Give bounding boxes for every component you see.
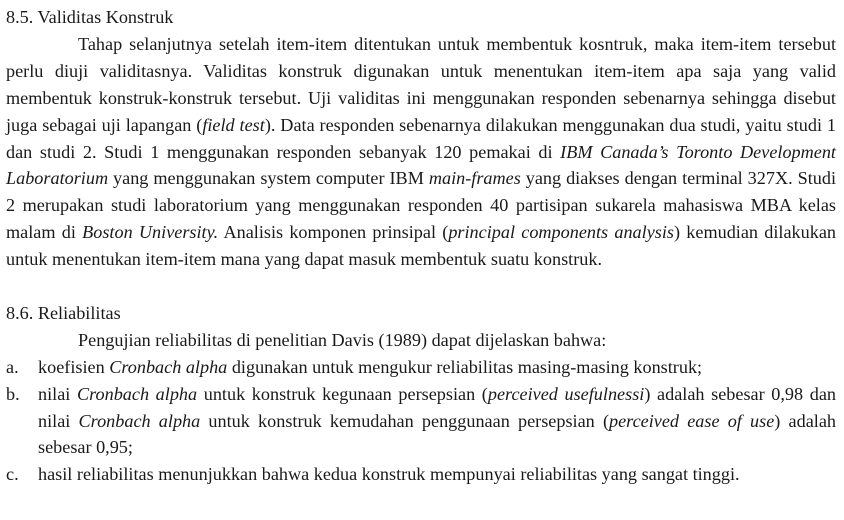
list-item-text bbox=[38, 381, 836, 462]
italic-term-cronbach-alpha: Cronbach alpha bbox=[109, 356, 228, 377]
list-item-text bbox=[38, 461, 836, 488]
list-item bbox=[6, 354, 836, 381]
italic-term-cronbach-alpha: Cronbach alpha bbox=[76, 383, 198, 404]
section-heading-reliabilitas: 8.6. Reliabilitas bbox=[6, 302, 121, 323]
italic-term-boston-university: Boston University. bbox=[82, 222, 219, 243]
text-run: hasil reliabilitas menunjukkan bahwa kedua konstruk mempunyai reliabilitas yang sangat tinggi. bbox=[38, 464, 740, 485]
list-item bbox=[6, 381, 836, 462]
italic-term-perceived-usefulness: perceived usefulnessi bbox=[487, 383, 645, 404]
text-run: untuk konstruk kemudahan penggunaan persepsian ( bbox=[200, 410, 609, 431]
paragraph-reliabilitas-intro: Pengujian reliabilitas di penelitian Davis (1989) dapat dijelaskan bahwa: bbox=[78, 329, 607, 350]
italic-term-cronbach-alpha: Cronbach alpha bbox=[78, 410, 201, 431]
text-run: Tahap selanjutnya setelah item-item ditentukan untuk membentuk kosntruk, maka item-item tersebut perlu diuji validitasnya. Validitas konstruk digunakan untuk menentukan item-item apa saja yang valid membentuk konstruk-konstruk tersebut. Uji validitas ini menggunakan responden sebenarnya sehingga disebut juga sebagai uji lapangan ( bbox=[6, 33, 836, 135]
section-heading-validitas: 8.5. Validitas Konstruk bbox=[6, 7, 174, 27]
paragraph-validitas bbox=[6, 31, 836, 273]
list-marker: c. bbox=[6, 464, 19, 485]
text-run: digunakan untuk mengukur reliabilitas masing-masing konstruk; bbox=[227, 356, 703, 377]
text-run: ) kemudian dilakukan untuk menentukan item-item mana yang dapat masuk membentuk suatu konstruk. bbox=[6, 222, 836, 270]
list-item bbox=[6, 461, 836, 488]
text-run: nilai bbox=[38, 383, 77, 404]
text-run: koefisien bbox=[38, 356, 110, 377]
italic-term-ibm-lab: IBM Canada’s Toronto Development Laboratorium bbox=[6, 141, 836, 189]
italic-term-field-test: field test bbox=[202, 114, 265, 135]
text-run: Analisis komponen prinsipal ( bbox=[218, 222, 449, 243]
italic-term-main-frames: main-frames bbox=[428, 168, 521, 189]
list-marker: a. bbox=[6, 356, 19, 377]
section-spacer bbox=[6, 273, 836, 300]
text-run: ) adalah sebesar 0,98 dan nilai bbox=[38, 383, 837, 431]
italic-term-pca: principal components analysis bbox=[448, 222, 674, 243]
reliability-list bbox=[6, 354, 836, 489]
text-run: untuk konstruk kegunaan persepsian ( bbox=[197, 383, 488, 404]
text-run: ). Data responden sebenarnya dilakukan menggunakan dua studi, yaitu studi 1 dan studi 2. Studi 1 menggunakan responden sebanyak 120 pemakai di bbox=[6, 114, 836, 162]
list-marker: b. bbox=[6, 383, 20, 404]
italic-term-perceived-ease-of-use: perceived ease of use bbox=[609, 410, 775, 431]
text-run: yang diakses dengan terminal 327X. Studi 2 merupakan studi laboratorium yang menggunakan responden 40 partisipan sukarela mahasiswa MBA kelas malam di bbox=[6, 168, 836, 243]
text-run: yang menggunakan system computer IBM bbox=[108, 168, 429, 189]
list-item-text bbox=[38, 354, 836, 381]
text-run: ) adalah sebesar 0,95; bbox=[38, 410, 837, 458]
